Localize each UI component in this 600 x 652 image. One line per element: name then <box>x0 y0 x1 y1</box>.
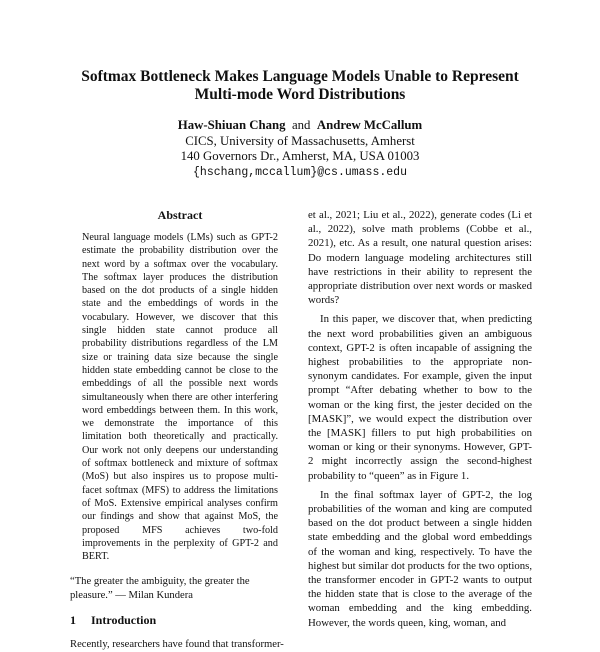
affiliation: CICS, University of Massachusetts, Amherst <box>185 133 415 148</box>
author-1: Haw-Shiuan Chang <box>177 118 286 132</box>
section-title: Introduction <box>91 613 157 628</box>
author-and: and <box>291 118 311 132</box>
section-heading <box>70 613 290 628</box>
abstract-text: Neural language models (LMs) such as GPT-2 estimate the probability distribution over the next word by a softmax over the vocabulary. The softmax layer produces the distribution based on the dot products of a single hidden state and the embeddings of words in the vocabulary. However, we discover that this single hidden state cannot produce all probability distributions regardless of the LM size or training data size because the single hidden state embedding cannot be close to the embeddings of all the possible next words simultaneously when there are other interfering word embeddings between them. In this work, we demonstrate the importance of this limitation both theoretically and practically. Our work not only deepens our understanding of softmax bottleneck and mixture of softmax (MoS) but also inspires us to propose multi-facet softmax (MFS) to address the limitations of MoS. Extensive empirical analyses confirm our findings and show that against MoS, the proposed MFS achieves two-fold improvements in the perplexity of GPT-2 and BERT. <box>82 232 278 563</box>
paragraph-2: In this paper, we discover that, when predicting the next word probabilities given an ambiguous context, GPT-2 is often incapable of assigning the highest probabilities to the appropriate non-synonym candidates. For example, given the input prompt “After debating whether to bow to the woman or the king first, the jester decided on the [MASK]”, we would expect the distribution over the [MASK] fillers to put high probabilities on woman or king or their synonyms. However, GPT-2 might incorrectly assign the second-highest probability to “queen” as in Figure 1. <box>308 313 532 482</box>
author-block <box>0 118 600 180</box>
author-2: Andrew McCallum <box>316 118 423 132</box>
title-line-2: Multi-mode Word Distributions <box>194 86 406 103</box>
left-column <box>70 208 290 652</box>
abstract-heading: Abstract <box>157 208 203 222</box>
title-line-1: Softmax Bottleneck Makes Language Models Unable to Represent <box>81 68 519 85</box>
paper-title <box>0 68 600 104</box>
author-names <box>0 118 600 134</box>
paragraph-1: et al., 2021; Liu et al., 2022), generate codes (Li et al., 2022), solve math problems (Cobbe et al., 2021), etc. As a result, one natural question arises: Do modern language modeling architectures still have restrictions in their ability to represent the appropriate distribution over next words or masked words? <box>308 209 532 307</box>
section-number: 1 <box>70 613 76 628</box>
epigraph: “The greater the ambiguity, the greater the pleasure.” — Milan Kundera <box>70 576 250 601</box>
email: {hschang,mccallum}@cs.umass.edu <box>193 165 407 179</box>
intro-text: Recently, researchers have found that transformer- <box>70 639 284 651</box>
right-column <box>308 208 532 635</box>
paragraph-3: In the final softmax layer of GPT-2, the log probabilities of the woman and king are computed based on the dot product between a single hidden state embedding and the global word embeddings of the woman and king, respectively. To have the highest but similar dot products for the two options, the transformer encoder in GPT-2 wants to output the hidden state that is close to the average of the woman embedding and the king embedding. However, the words queen, king, woman, and <box>308 488 533 629</box>
address: 140 Governors Dr., Amherst, MA, USA 01003 <box>180 149 420 163</box>
